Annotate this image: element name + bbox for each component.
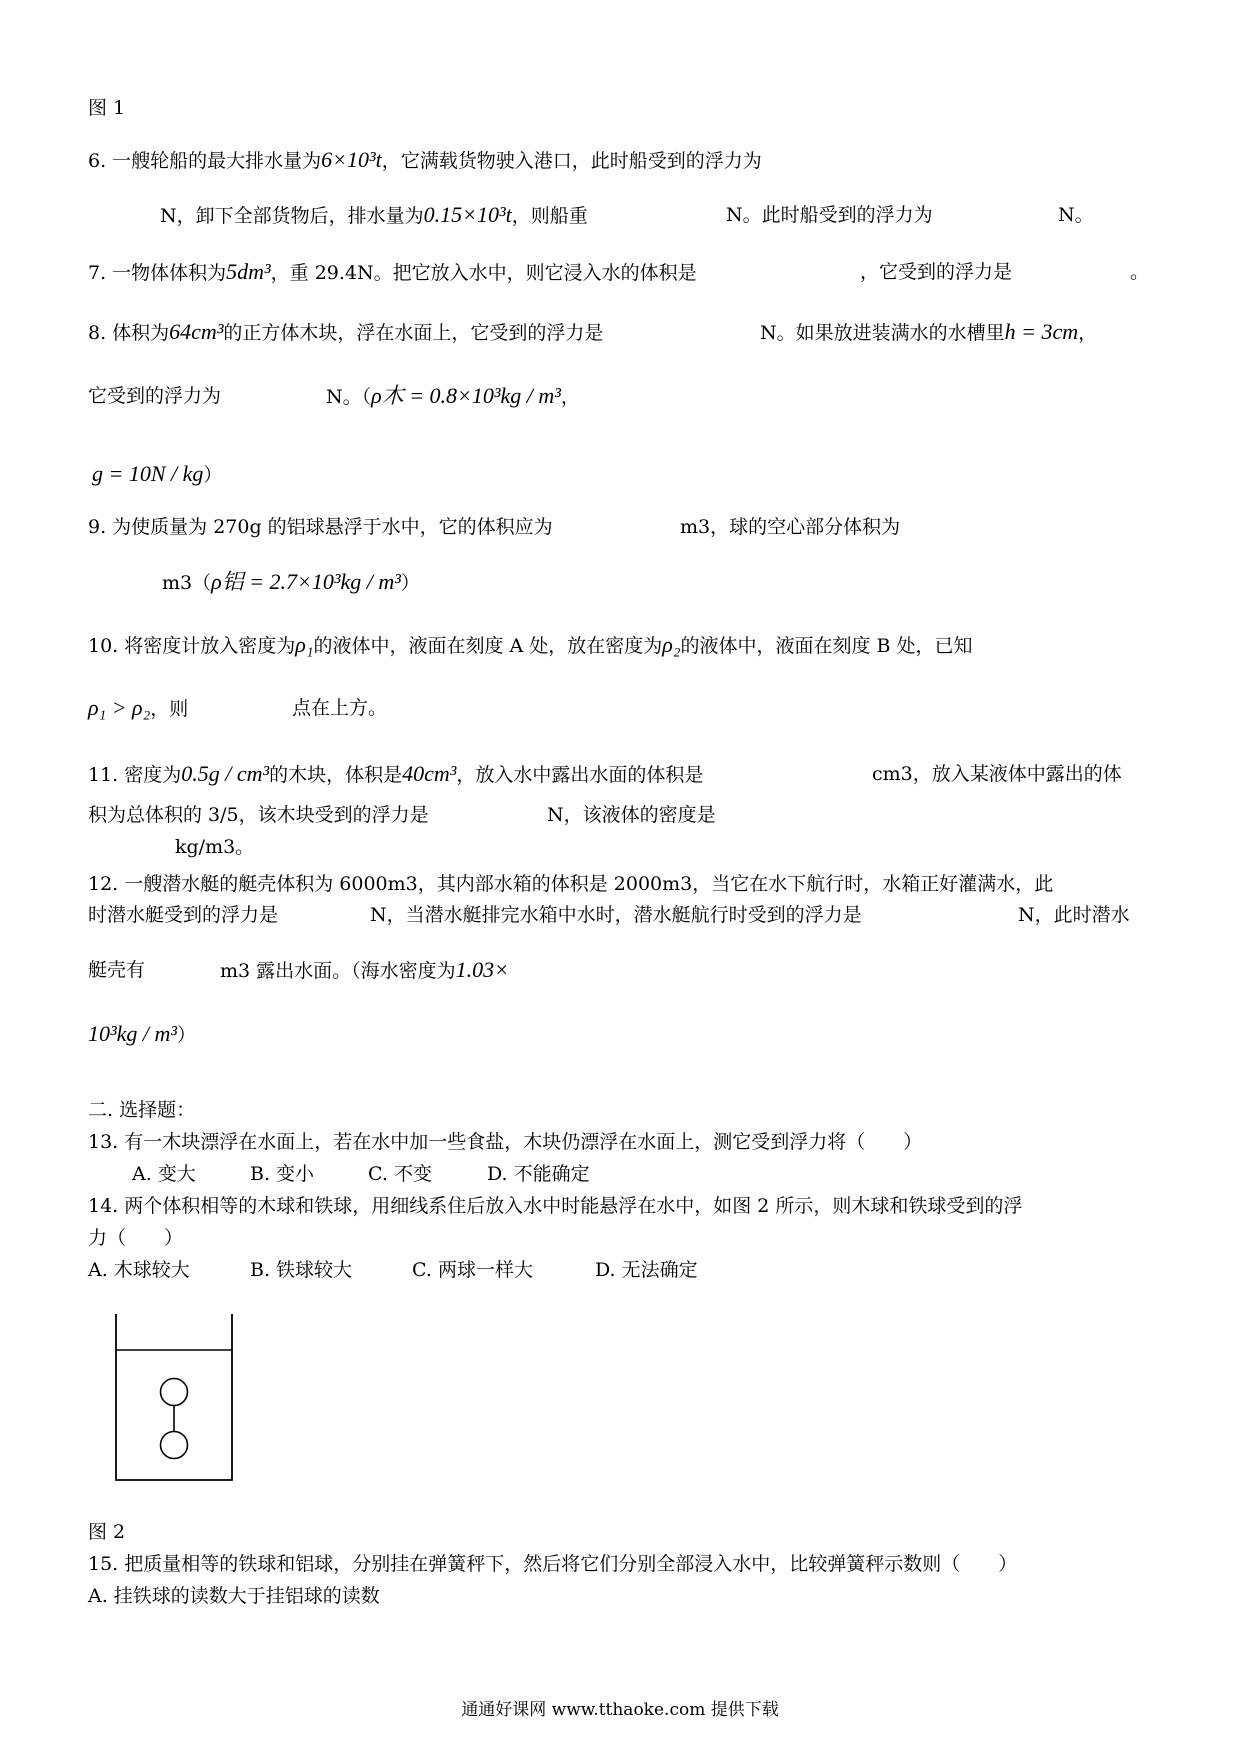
q10-text-b: 的液体中，液面在刻度 A 处，放在密度为	[313, 635, 663, 657]
q15-option-a: A. 挂铁球的读数大于挂铝球的读数	[88, 1585, 380, 1607]
q8-formula-wood-density: ρ木 = 0.8×10³kg / m³	[371, 383, 561, 408]
question-10-line-1	[88, 633, 973, 658]
q6-formula-max-displacement: 6×10³t	[321, 147, 382, 172]
q12-text-a: 12. 一艘潜水艇的艇壳体积为 6000m3，其内部水箱的体积是 2000m3，当它在水下航行时，水箱正好灌满水，此	[88, 873, 1054, 895]
q8-formula-height: h = 3cm	[1004, 319, 1079, 344]
q7-formula-volume: 5dm³	[226, 259, 271, 284]
q12-text-b: 时潜水艇受到的浮力是	[88, 904, 279, 926]
question-11-line-1	[88, 762, 703, 787]
q11-text-c: ，放入水中露出水面的体积是	[456, 764, 704, 786]
q13-option-a: A. 变大	[132, 1163, 196, 1185]
question-6-line-2	[160, 203, 588, 228]
q15-stem: 15. 把质量相等的铁球和铝球，分别挂在弹簧秤下，然后将它们分别全部浸入水中，比较弹簧秤示数则（ ）	[88, 1553, 1018, 1575]
q7-text-b: ，重 29.4N。把它放入水中，则它浸入水的体积是	[270, 262, 697, 284]
q7-text-a: 7. 一物体体积为	[88, 262, 227, 284]
q6-text-d: ，则船重	[511, 205, 588, 227]
question-8-line-1-tail	[760, 320, 1097, 345]
q13-option-b: B. 变小	[250, 1163, 315, 1185]
q10-text-a: 10. 将密度计放入密度为	[88, 635, 296, 657]
q14-stem-line-1: 14. 两个体积相等的木球和铁球，用细线系住后放入水中时能悬浮在水中，如图 2 所示，则木球和铁球受到的浮	[88, 1195, 1023, 1217]
q9-text-b: m3，球的空心部分体积为	[680, 516, 901, 538]
q12-formula-seawater-units: 10³kg / m³	[88, 1021, 177, 1046]
q8-text-a: 8. 体积为	[88, 322, 170, 344]
page-footer: 通通好课网 www.tthaoke.com 提供下载	[461, 1700, 779, 1720]
figure-2-container	[116, 1314, 232, 1480]
q11-text-b: 的木块，体积是	[269, 764, 403, 786]
q7-text-d: 。	[1130, 261, 1150, 283]
q9-formula-aluminum-density: ρ铝 = 2.7×10³kg / m³	[211, 569, 401, 594]
question-9-line-2	[162, 570, 420, 595]
q6-text-f: N。	[1058, 204, 1094, 226]
q12-text-g: ）	[176, 1024, 196, 1046]
question-6-line-1	[88, 148, 762, 173]
q10-formula-comparison: ρ₁ > ρ₂	[88, 695, 151, 720]
q10-formula-rho2: ρ₂	[662, 632, 681, 657]
q9-text-a: 9. 为使质量为 270g 的铝球悬浮于水中，它的体积应为	[88, 516, 553, 538]
q11-formula-density: 0.5g / cm³	[181, 761, 270, 786]
q6-text-c: N，卸下全部货物后，排水量为	[160, 205, 424, 227]
question-8-line-3	[92, 462, 222, 487]
q13-stem: 13. 有一木块漂浮在水面上，若在水中加一些食盐，木块仍漂浮在水面上，测它受到浮力将（ ）	[88, 1131, 923, 1153]
q8-text-g: ，	[560, 386, 580, 408]
figure-2-wood-ball	[161, 1379, 188, 1406]
q6-text-b: ，它满载货物驶入港口，此时船受到的浮力为	[381, 150, 762, 172]
q11-formula-volume: 40cm³	[402, 761, 457, 786]
section-2-heading: 二. 选择题：	[88, 1099, 196, 1121]
question-7-line	[88, 260, 697, 285]
q13-option-d: D. 不能确定	[487, 1163, 590, 1185]
q8-formula-volume: 64cm³	[169, 319, 224, 344]
question-12-line-4	[88, 1022, 196, 1047]
question-8-line-2-tail	[326, 384, 580, 409]
figure-1-label: 图 1	[88, 97, 126, 119]
q14-option-a: A. 木球较大	[88, 1259, 190, 1281]
q6-text-a: 6. 一艘轮船的最大排水量为	[88, 150, 322, 172]
figure-2-diagram	[110, 1310, 240, 1485]
q9-text-d: ）	[400, 572, 420, 594]
q8-text-b: 的正方体木块，浮在水面上，它受到的浮力是	[223, 322, 604, 344]
question-12-line-3-tail	[220, 958, 509, 983]
q11-text-a: 11. 密度为	[88, 764, 182, 786]
q8-text-h: ）	[203, 464, 223, 486]
q11-text-d: cm3，放入某液体中露出的体	[872, 763, 1122, 785]
q7-text-c: ，它受到的浮力是	[860, 261, 1013, 283]
q8-text-e: 它受到的浮力为	[88, 385, 222, 407]
q12-text-f: m3 露出水面。（海水密度为	[220, 960, 456, 982]
q14-option-b: B. 铁球较大	[250, 1259, 353, 1281]
q11-text-f: N，该液体的密度是	[547, 804, 716, 826]
q10-text-e: 点在上方。	[292, 697, 388, 719]
q8-text-c: N。如果放进装满水的水槽里	[760, 322, 1005, 344]
q9-text-c: m3（	[162, 572, 212, 594]
q6-text-e: N。此时船受到的浮力为	[726, 204, 933, 226]
q6-formula-empty-displacement: 0.15×10³t	[423, 202, 512, 227]
q14-option-d: D. 无法确定	[595, 1259, 698, 1281]
q12-text-e: 艇壳有	[88, 959, 146, 981]
question-10-line-2	[88, 696, 188, 721]
q8-formula-gravity: g = 10N / kg	[92, 461, 204, 486]
q12-formula-seawater-density: 1.03×	[455, 957, 510, 982]
q13-option-c: C. 不变	[368, 1163, 432, 1185]
q14-stem-line-2: 力（ ）	[88, 1227, 184, 1249]
q10-formula-rho1: ρ₁	[295, 632, 314, 657]
q10-text-c: 的液体中，液面在刻度 B 处，已知	[680, 635, 973, 657]
q8-text-f: N。（	[326, 386, 372, 408]
figure-2-iron-ball	[161, 1432, 188, 1459]
q14-option-c: C. 两球一样大	[412, 1259, 533, 1281]
q11-text-g: kg/m3。	[175, 836, 255, 858]
q12-text-c: N，当潜水艇排完水箱中水时，潜水艇航行时受到的浮力是	[370, 904, 862, 926]
q10-text-d: ，则	[150, 698, 189, 720]
figure-2-label: 图 2	[88, 1521, 126, 1543]
question-8-line-1	[88, 320, 603, 345]
q12-text-d: N，此时潜水	[1018, 904, 1130, 926]
q11-text-e: 积为总体积的 3/5，该木块受到的浮力是	[88, 804, 429, 826]
q8-text-d: ，	[1078, 322, 1098, 344]
